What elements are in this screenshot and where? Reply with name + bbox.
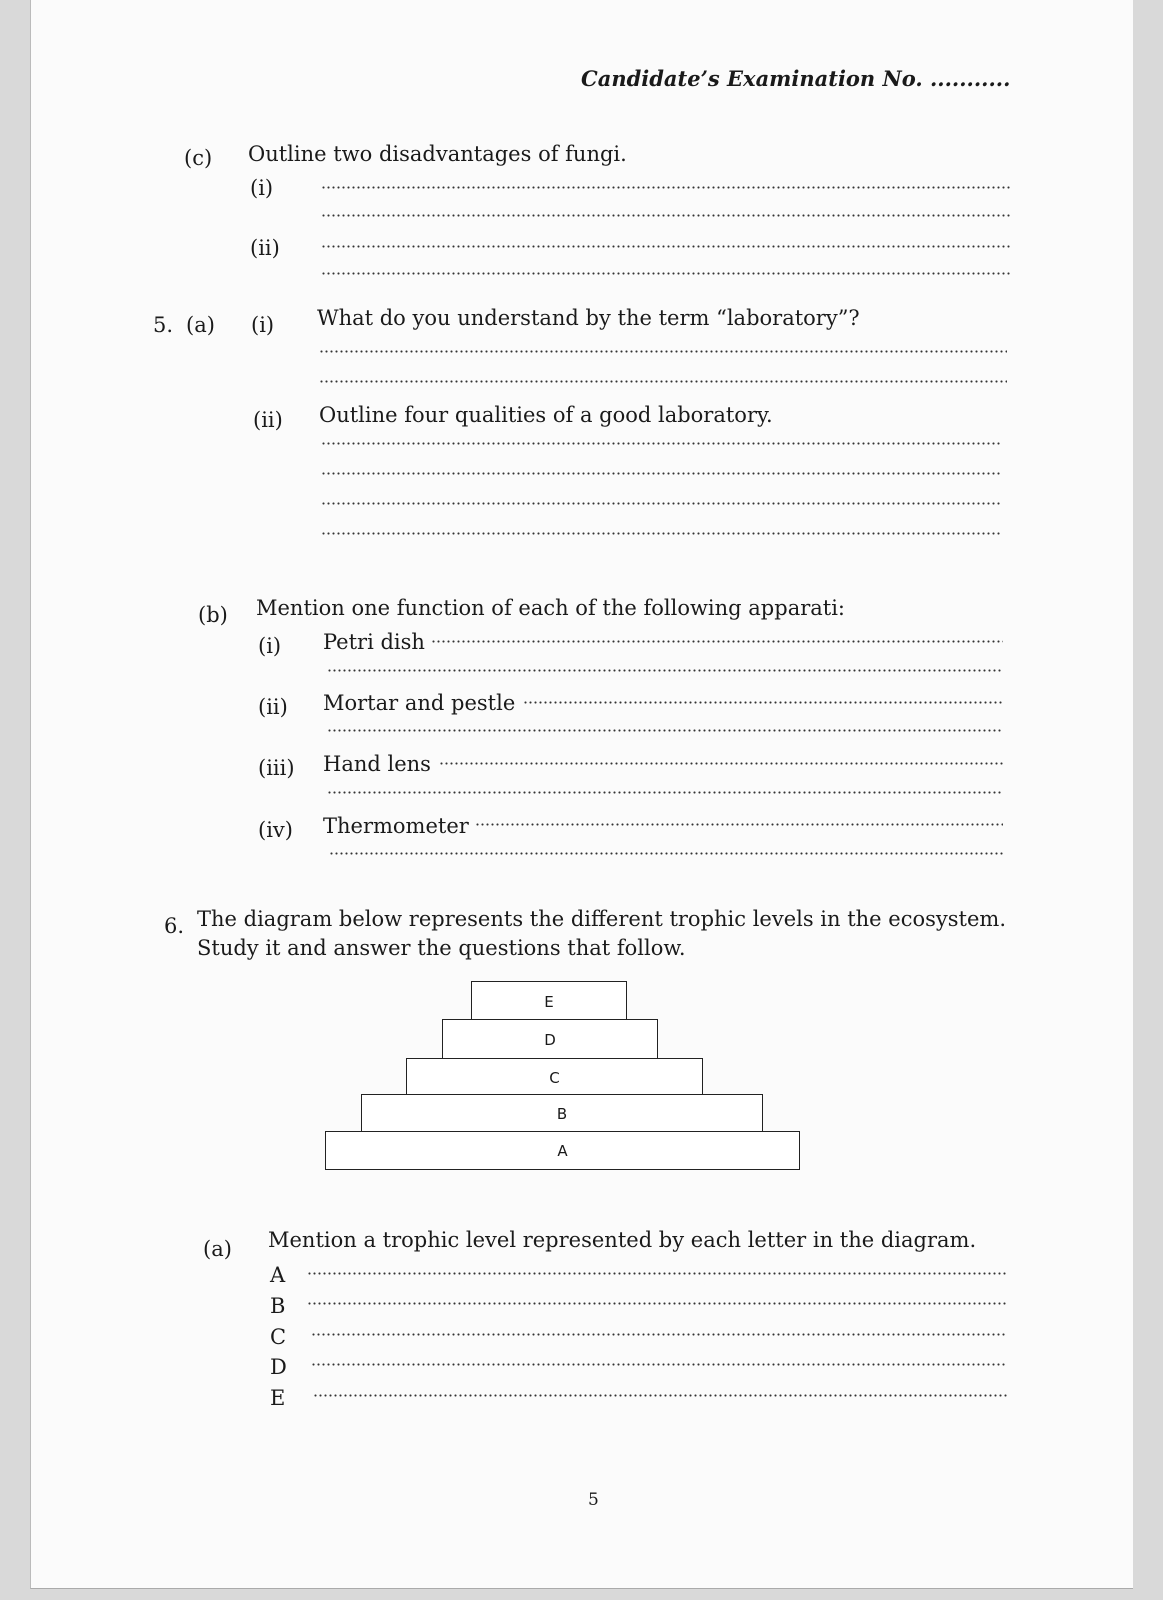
answer-line[interactable] (439, 762, 1003, 765)
answer-line[interactable] (311, 1333, 1007, 1336)
answer-line[interactable] (321, 442, 1001, 445)
answer-line[interactable] (313, 1394, 1007, 1397)
answer-line[interactable] (307, 1272, 1007, 1275)
q6-intro-line2: Study it and answer the questions that follow. (197, 936, 686, 960)
answer-line[interactable] (319, 380, 1007, 383)
answer-line[interactable] (307, 1302, 1007, 1305)
answer-line[interactable] (321, 186, 1011, 189)
q5a-label: (a) (186, 313, 215, 337)
exam-page (30, 0, 1133, 1589)
answer-line[interactable] (321, 272, 1011, 275)
q4c-prompt: Outline two disadvantages of fungi. (248, 142, 627, 166)
q5a-ii-prompt: Outline four qualities of a good laboratory. (319, 403, 773, 427)
q6a-letter: A (270, 1263, 286, 1287)
pyramid-tier-a: A (325, 1131, 800, 1170)
pyramid-tier-b: B (361, 1094, 763, 1134)
answer-line[interactable] (327, 791, 1003, 794)
answer-line[interactable] (329, 852, 1005, 855)
answer-line[interactable] (321, 532, 1001, 535)
q5a-i-prompt: What do you understand by the term “laboratory”? (317, 306, 860, 330)
q5a-i-label: (i) (251, 313, 275, 337)
q6-intro-line1: The diagram below represents the different trophic levels in the ecosystem. (197, 907, 1006, 931)
answer-line[interactable] (327, 669, 1003, 672)
q5b-item-label: (iv) (258, 818, 293, 842)
page-number: 5 (588, 1490, 599, 1510)
q4c-label: (c) (184, 146, 213, 170)
answer-line[interactable] (321, 502, 1001, 505)
q6a-label: (a) (203, 1237, 232, 1261)
pyramid-tier-d: D (442, 1019, 658, 1060)
pyramid-tier-c: C (406, 1058, 703, 1097)
q5b-item-text: Mortar and pestle (323, 691, 516, 715)
answer-line[interactable] (431, 640, 1003, 643)
q5b-item-text: Hand lens (323, 752, 431, 776)
q5b-item-text: Thermometer (323, 814, 469, 838)
q5b-item-text: Petri dish (323, 630, 425, 654)
answer-line[interactable] (475, 823, 1003, 826)
q4c-item-ii: (ii) (250, 236, 280, 260)
answer-line[interactable] (321, 472, 1001, 475)
q6a-letter: C (270, 1325, 287, 1349)
answer-line[interactable] (321, 214, 1011, 217)
q6a-letter: B (270, 1294, 286, 1318)
candidate-exam-number: Candidate’s Examination No. ........... (581, 66, 1011, 91)
answer-line[interactable] (327, 729, 1003, 732)
q5b-item-label: (iii) (258, 756, 295, 780)
answer-line[interactable] (311, 1363, 1007, 1366)
q6a-letter: E (270, 1386, 286, 1410)
pyramid-tier-e: E (471, 981, 627, 1022)
answer-line[interactable] (523, 701, 1003, 704)
q5b-item-label: (i) (258, 634, 282, 658)
q4c-item-i: (i) (250, 176, 274, 200)
q5b-prompt: Mention one function of each of the following apparati: (256, 596, 846, 620)
q5a-ii-label: (ii) (253, 408, 283, 432)
q5-number: 5. (153, 313, 174, 337)
q6-number: 6. (164, 914, 185, 938)
q5b-item-label: (ii) (258, 695, 288, 719)
q6a-prompt: Mention a trophic level represented by each letter in the diagram. (268, 1228, 977, 1252)
q6a-letter: D (270, 1355, 287, 1379)
answer-line[interactable] (321, 245, 1011, 248)
q5b-label: (b) (198, 603, 228, 627)
answer-line[interactable] (319, 350, 1007, 353)
